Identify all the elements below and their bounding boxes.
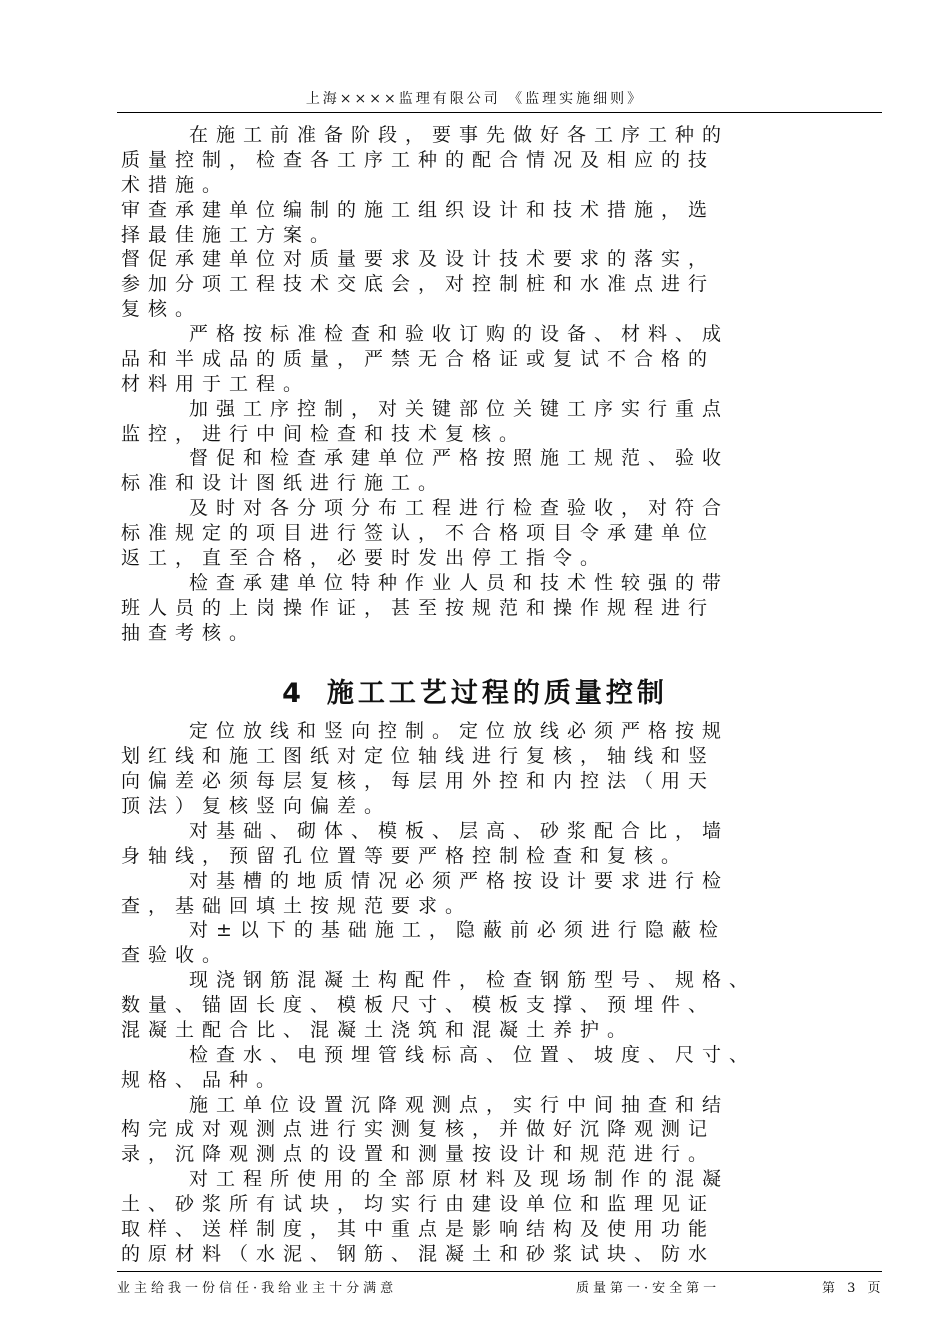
section-title: 施工工艺过程的质量控制 [326, 678, 668, 709]
footer-motto: 质量第一·安全第一 [576, 1281, 721, 1296]
text-line: 身轴线，预留孔位置等要严格控制检查和复核。 [121, 845, 689, 867]
text-line: 的原材料（水泥、钢筋、混凝土和砂浆试块、防水 [121, 1243, 716, 1265]
text-line: 监控，进行中间检查和技术复核。 [121, 423, 527, 445]
footer-rule [117, 1271, 882, 1272]
text-line: 划红线和施工图纸对定位轴线进行复核，轴线和竖 [121, 745, 716, 767]
text-line: 品和半成品的质量，严禁无合格证或复试不合格的 [121, 348, 716, 370]
text-line: 检查承建单位特种作业人员和技术性较强的带 [189, 572, 730, 594]
page-header: 上海××××监理有限公司 《监理实施细则》 [305, 91, 645, 107]
text-line: 督促和检查承建单位严格按照施工规范、验收 [189, 447, 730, 469]
page-number: 第 3 页 [822, 1281, 885, 1296]
text-line: 标准规定的项目进行签认，不合格项目令承建单位 [121, 522, 716, 544]
text-line: 录，沉降观测点的设置和测量按设计和规范进行。 [121, 1143, 716, 1165]
text-line: 对工程所使用的全部原材料及现场制作的混凝 [189, 1168, 730, 1190]
text-line: 抽查考核。 [121, 622, 257, 644]
text-line: 质量控制，检查各工序工种的配合情况及相应的技 [121, 149, 716, 171]
text-line: 混凝土配合比、混凝土浇筑和混凝土养护。 [121, 1019, 635, 1041]
text-line: 取样、送样制度，其中重点是影响结构及使用功能 [121, 1218, 716, 1240]
text-line: 数量、锚固长度、模板尺寸、模板支撑、预埋件、 [121, 994, 716, 1016]
text-line: 定位放线和竖向控制。定位放线必须严格按规 [189, 720, 730, 742]
text-line: 规格、品种。 [121, 1069, 284, 1091]
text-line: 向偏差必须每层复核，每层用外控和内控法（用天 [121, 770, 716, 792]
text-line: 择最佳施工方案。 [121, 224, 338, 246]
text-line: 术措施。 [121, 174, 230, 196]
header-rule [117, 112, 882, 113]
text-line: 督促承建单位对质量要求及设计技术要求的落实， [121, 248, 716, 270]
text-line: 构完成对观测点进行实测复核，并做好沉降观测记 [121, 1118, 716, 1140]
text-line: 参加分项工程技术交底会，对控制桩和水准点进行 [121, 273, 716, 295]
text-line: 在施工前准备阶段，要事先做好各工序工种的 [189, 124, 730, 146]
text-line: 复核。 [121, 298, 203, 320]
section-number: 4 [282, 678, 305, 709]
text-line: 对±以下的基础施工，隐蔽前必须进行隐蔽检 [189, 919, 726, 941]
text-line: 返工，直至合格，必要时发出停工指令。 [121, 547, 608, 569]
text-line: 对基槽的地质情况必须严格按设计要求进行检 [189, 870, 730, 892]
text-line: 对基础、砌体、模板、层高、砂浆配合比，墙 [189, 820, 730, 842]
text-line: 土、砂浆所有试块，均实行由建设单位和监理见证 [121, 1193, 716, 1215]
text-line: 审查承建单位编制的施工组织设计和技术措施，选 [121, 199, 716, 221]
text-line: 及时对各分项分布工程进行检查验收，对符合 [189, 497, 730, 519]
text-line: 加强工序控制，对关键部位关键工序实行重点 [189, 398, 730, 420]
section-4-heading [0, 676, 950, 712]
text-line: 标准和设计图纸进行施工。 [121, 472, 446, 494]
footer-slogan: 业主给我一份信任·我给业主十分满意 [117, 1281, 398, 1296]
text-line: 施工单位设置沉降观测点，实行中间抽查和结 [189, 1094, 730, 1116]
text-line: 材料用于工程。 [121, 373, 311, 395]
text-line: 现浇钢筋混凝土构配件，检查钢筋型号、规格、 [189, 969, 757, 991]
text-line: 查验收。 [121, 944, 230, 966]
text-line: 检查水、电预埋管线标高、位置、坡度、尺寸、 [189, 1044, 757, 1066]
text-line: 顶法）复核竖向偏差。 [121, 795, 392, 817]
text-line: 查，基础回填土按规范要求。 [121, 895, 473, 917]
text-line: 严格按标准检查和验收订购的设备、材料、成 [189, 323, 730, 345]
text-line: 班人员的上岗操作证，甚至按规范和操作规程进行 [121, 597, 716, 619]
